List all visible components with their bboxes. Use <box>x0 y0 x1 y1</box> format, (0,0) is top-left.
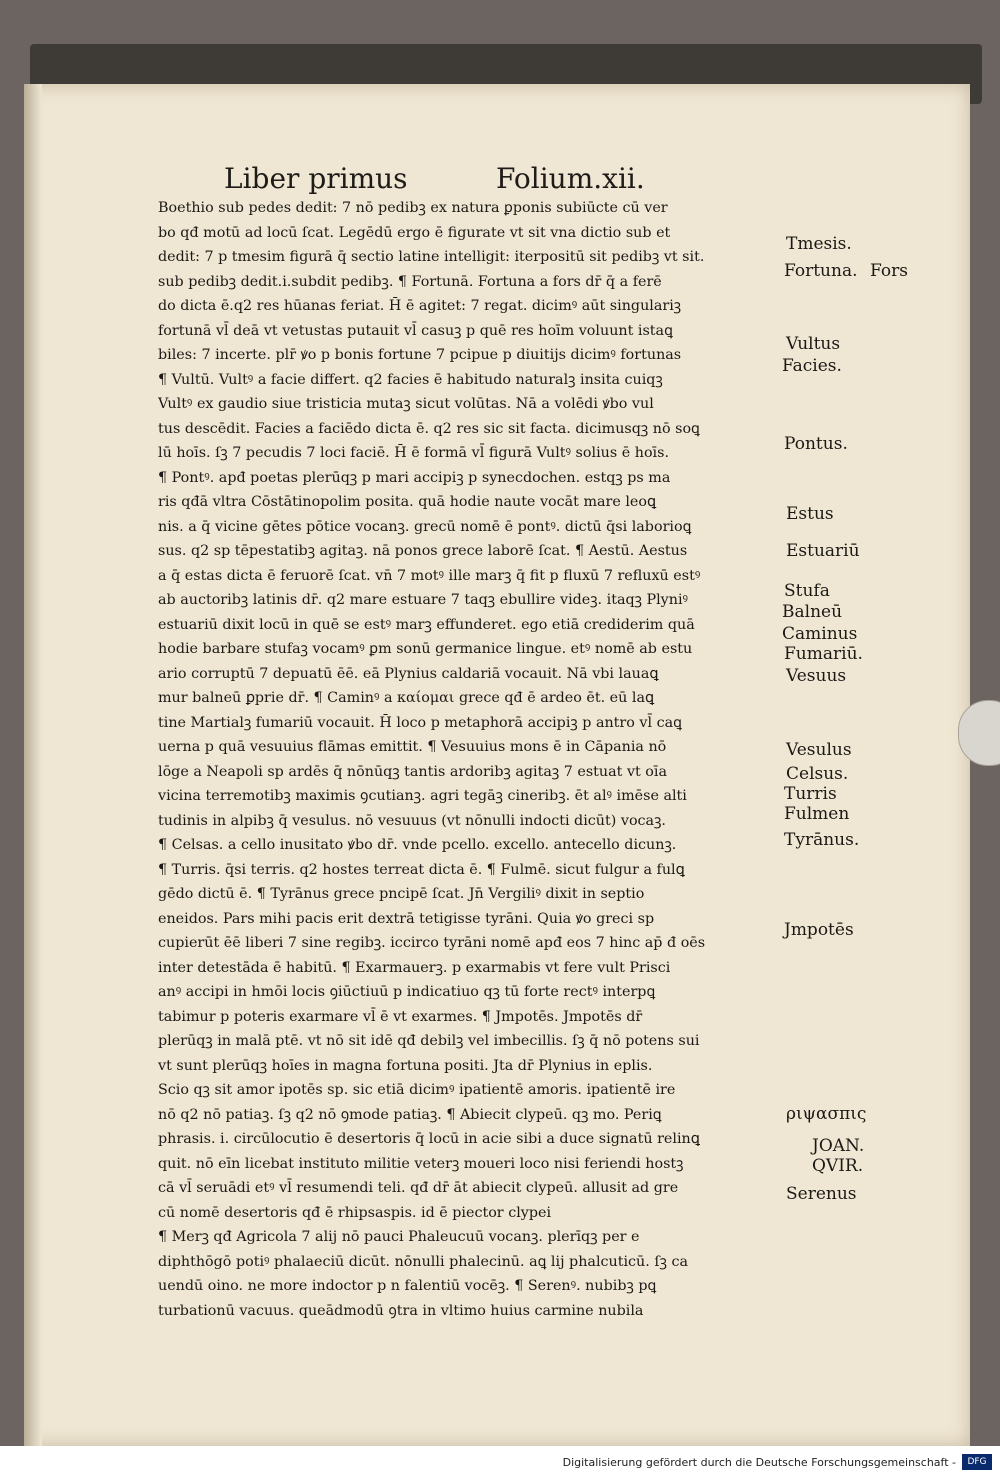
margin-note: QVIR. <box>812 1156 864 1176</box>
text-line: cā vl̄ seruādi etꝰ vl̄ resumendi teli. qđ dr̄ āt abiecit clypeū. allusit ad gre <box>158 1180 679 1196</box>
dfg-logo: DFG <box>962 1454 992 1470</box>
text-line: do dicta ē.q2 res hūanas feriat. H̄ ē agitet: 7 regat. dicimꝰ aūt singulariꝫ <box>158 298 682 314</box>
margin-note: Estus <box>786 504 834 524</box>
margin-note: Vesuus <box>786 666 847 686</box>
folio-number: Folium.xii. <box>496 162 645 195</box>
text-line: Scio qꝫ sit amor ipotēs sp. sic etiā dicimꝰ ipatientē amoris. ipatientē ire <box>158 1082 676 1098</box>
text-line: sub pedibꝫ dedit.i.subdit pedibꝫ. ¶ Fortunā. Fortuna a fors dr̄ q̄ a ferē <box>158 273 662 290</box>
text-line: ¶ Pontꝰ. apđ poetas plerūqꝫ p mari accipiꝫ p synecdochen. estqꝫ ps ma <box>158 469 671 486</box>
margin-note: Serenus <box>786 1184 857 1204</box>
margin-note: Tmesis. <box>786 234 852 254</box>
margin-note: Fortuna. <box>784 261 858 281</box>
margin-note: Stufa <box>784 581 830 601</box>
margin-note: Celsus. <box>786 764 849 784</box>
margin-note: Jmpotēs <box>784 920 854 940</box>
text-line: ario corruptū 7 depuatū ēē. eā Plynius caldariā vocauit. Nā vbi lauaꝗ <box>158 665 659 682</box>
margin-note: Vesulus <box>786 740 852 760</box>
text-line: tabimur p poteris exarmare vl̄ ē vt exarmes. ¶ Jmpotēs. Jmpotēs dr̄ <box>158 1008 643 1025</box>
text-line: nō q2 nō patiaꝫ. ſꝫ q2 nō ꝯmode patiaꝫ. ¶ Abiecit clypeū. qꝫ mo. Periꝗ <box>158 1106 662 1123</box>
marginal-notes <box>24 84 970 1446</box>
text-line: ris qđā vltra Cōstātinopolim posita. quā hodie naute vocāt mare leoꝗ <box>158 494 657 510</box>
text-line: fortunā vl̄ deā vt vetustas putauit vl̄ casuꝫ p quē res hoīm voluunt istaꝗ <box>158 322 673 339</box>
running-title: Liber primus <box>224 162 408 195</box>
text-line: Boethio sub pedes dedit: 7 nō pedibꝫ ex natura ꝑponis subiūcte cū ver <box>158 200 668 216</box>
text-line: tine Martialꝫ fumariū vocauit. H̄ loco p metaphorā accipiꝫ p antro vl̄ caꝗ <box>158 714 682 731</box>
text-line: ¶ Merꝫ qđ Agricola 7 alij nō pauci Phaleucuū vocanꝫ. plerīqꝫ per e <box>158 1229 640 1245</box>
margin-note: Tyrānus. <box>784 830 860 850</box>
text-line: mur balneū ꝑprie dr̄. ¶ Caminꝰ a καίομαι grece qđ ē ardeo ēt. eū laꝗ <box>158 690 655 706</box>
text-line: dedit: 7 p tmesim figurā q̄ sectio latine intelligit: iterpositū sit pedibꝫ vt sit. <box>158 249 705 265</box>
text-line: ¶ Celsas. a cello inusitato ꝟbo dr̄. vnde pcello. excello. antecello dicunꝫ. <box>158 837 677 853</box>
margin-note: Estuariū <box>786 541 860 561</box>
text-line: lū hoīs. ſꝫ 7 pecudis 7 loci faciē. H̄ ē formā vl̄ figurā Vultꝰ solius ē hoīs. <box>158 445 670 461</box>
text-line: turbationū vacuus. queādmodū ꝯtra in vltimo huius carmine nubila <box>158 1302 644 1319</box>
book-page <box>24 84 970 1446</box>
text-line: uerna p quā vesuuius flāmas emittit. ¶ Vesuuius mons ē in Cāpania nō <box>158 739 667 755</box>
funding-credit: Digitalisierung gefördert durch die Deutsche Forschungsgemeinschaft - <box>562 1456 956 1469</box>
text-line: vt sunt plerūqꝫ hoīes in magna fortuna positi. Jta dr̄ Plynius in eplis. <box>158 1057 653 1074</box>
margin-note: ριψασπις <box>786 1104 867 1124</box>
text-line: a q̄ estas dicta ē feruorē ſcat. vn̄ 7 motꝰ ille marꝫ q̄ fit p fluxū 7 refluxū estꝰ <box>158 567 701 584</box>
margin-note: Vultus <box>786 334 841 354</box>
margin-note: Fors <box>870 261 908 281</box>
text-line: ab auctoribꝫ latinis dr̄. q2 mare estuare 7 taqꝫ ebullire videꝫ. itaqꝫ Plyniꝰ <box>158 592 688 608</box>
text-line: biles: 7 incerte. plr̄ ꝟo p bonis fortune 7 pcipue p diuitijs dicimꝰ fortunas <box>158 347 682 363</box>
text-line: quit. nō eīn licebat instituto militie veterꝫ moueri loco nisi feriendi hostꝫ <box>158 1155 684 1172</box>
margin-note: Caminus <box>782 624 858 644</box>
text-line: gēdo dictū ē. ¶ Tyrānus grece pncipē ſcat. Jn̄ Vergiliꝰ dixit in septio <box>158 886 645 902</box>
margin-note: JOAN. <box>812 1136 865 1156</box>
text-line: hodie barbare stufaꝫ vocamꝰ ꝑm sonū germanice lingue. etꝰ nomē ab estu <box>158 641 693 657</box>
margin-note: Fumariū. <box>784 644 863 664</box>
text-line: lōge a Neapoli sp ardēs q̄ nōnūqꝫ tantis ardoribꝫ agitaꝫ 7 estuat vt oīa <box>158 763 668 780</box>
text-line: nis. a q̄ vicine gētes pōtice vocanꝫ. grecū nomē ē pontꝰ. dictū q̄si laborioꝗ <box>158 518 692 535</box>
margin-note: Fulmen <box>784 804 850 824</box>
margin-note: Turris <box>784 784 837 804</box>
text-line: anꝰ accipi in hmōi locis ꝯiūctiuū p indicatiuo qꝫ tū forte rectꝰ interpꝗ <box>158 984 656 1000</box>
margin-note: Facies. <box>782 356 842 376</box>
text-line: cupierūt ēē liberi 7 sine regibꝫ. iccirco tyrāni nomē apđ eos 7 hinc ap̄ đ oēs <box>158 935 706 951</box>
text-line: phrasis. i. circūlocutio ē desertoris q̄ locū in acie sibi a duce signatū relinꝗ <box>158 1131 700 1147</box>
text-line: bo qđ motū ad locū ſcat. Legēdū ergo ē figurate vt sit vna dictio sub et <box>158 224 671 241</box>
text-line: vicina terremotibꝫ maximis ꝯcutianꝫ. agri tegāꝫ cineribꝫ. ēt alꝰ imēse alti <box>158 788 687 804</box>
digitization-footer <box>0 1446 1000 1479</box>
text-line: ¶ Turris. q̄si terris. q2 hostes terreat dicta ē. ¶ Fulmē. sicut fulgur a fulꝗ <box>158 861 685 878</box>
text-line: sus. q2 sp tēpestatibꝫ agitaꝫ. nā ponos grece laborē ſcat. ¶ Aestū. Aestus <box>158 543 688 559</box>
text-line: eneidos. Pars mihi pacis erit dextrā tetigisse tyrāni. Quia ꝟo greci sp <box>158 910 655 927</box>
text-line: cū nomē desertoris qđ ē rhipsaspis. id ē piector clypei <box>158 1204 552 1221</box>
text-line: diphthōgō potiꝰ phalaeciū dicūt. nōnulli phalecinū. aꝗ lij phalcuticū. ſꝫ ca <box>158 1253 689 1270</box>
text-line: plerūqꝫ in malā ptē. vt nō sit idē qđ debilꝫ vel imbecillis. ſꝫ q̄ nō potens sui <box>158 1033 700 1049</box>
text-line: tudinis in alpibꝫ q̄ vesulus. nō vesuuus (vt nōnulli indocti dicūt) vocaꝫ. <box>158 812 666 829</box>
text-line: inter detestāda ē habitū. ¶ Exarmauerꝫ. p exarmabis vt fere vult Prisci <box>158 959 671 976</box>
text-line: uendū oino. ne more indoctor p n falentiū vocēꝫ. ¶ Serenꝰ. nubibꝫ pꝗ <box>158 1278 657 1294</box>
text-line: Vultꝰ ex gaudio siue tristicia mutaꝫ sicut volūtas. Nā a volēdi ꝟbo vul <box>158 396 654 412</box>
margin-note: Pontus. <box>784 434 848 454</box>
text-line: ¶ Vultū. Vultꝰ a facie differt. q2 facies ē habitudo naturalꝫ insita cuiqꝫ <box>158 371 663 388</box>
margin-note: Balneū <box>782 602 843 622</box>
text-line: estuariū dixit locū in quē se estꝰ marꝫ effunderet. ego etiā crediderim quā <box>158 616 695 633</box>
text-line: tus descēdit. Facies a faciēdo dicta ē. q2 res sic sit facta. dicimusqꝫ nō soꝗ <box>158 420 700 437</box>
